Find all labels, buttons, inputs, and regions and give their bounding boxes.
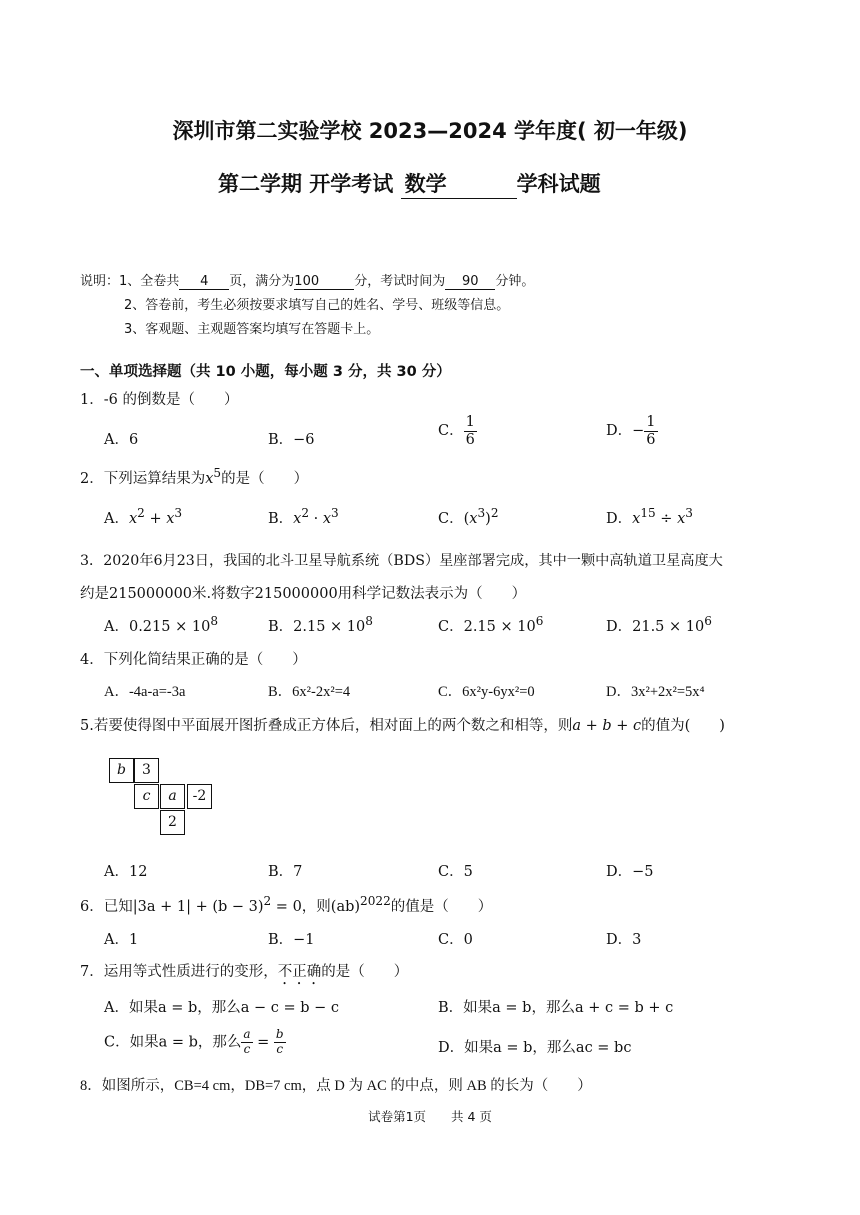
exponent: 3 <box>174 506 183 520</box>
q5-option-a: A．12 <box>104 864 148 880</box>
note-text: 分，考试时间为 <box>354 274 446 289</box>
q5-option-b: B．7 <box>268 864 303 880</box>
q2-option-a <box>104 506 182 528</box>
expression: a + b + c <box>572 718 642 734</box>
variable: x <box>128 510 138 527</box>
section-heading: 一、单项选择题（共 10 小题，每小题 3 分，共 30 分） <box>80 364 451 380</box>
q4-option-b: B．6x²-2x²=4 <box>268 684 351 700</box>
stem-text: 的是（ ） <box>221 470 309 487</box>
numerator: 1 <box>646 414 656 430</box>
denominator: c <box>276 1041 284 1056</box>
q1-option-a: A．6 <box>104 432 139 448</box>
q4-stem: 4．下列化简结果正确的是（ ） <box>80 652 307 668</box>
q1-stem: 1．-6 的倒数是（ ） <box>80 392 239 408</box>
note-line-1 <box>80 270 534 290</box>
variable: x <box>677 510 686 527</box>
q6-stem <box>80 894 492 916</box>
option-label: A． <box>104 510 129 527</box>
q2-option-c: C．$(x^3)^2$ <box>438 506 499 527</box>
variable: x <box>293 510 302 527</box>
stem-text: 的是（ ） <box>321 964 409 980</box>
q2-stem <box>80 466 308 488</box>
operator: + <box>144 510 167 527</box>
pages-blank: 4 <box>179 274 229 290</box>
stem-text: 的值是（ ） <box>390 898 493 915</box>
exponent: 2 <box>490 506 499 520</box>
variable: x <box>469 510 478 527</box>
fraction <box>644 414 657 448</box>
q2-option-b <box>268 506 339 528</box>
option-text: D．21.5 × 10 <box>606 618 705 635</box>
variable: x <box>632 510 641 527</box>
q5-option-c: C．5 <box>438 864 473 880</box>
q5-stem <box>80 714 725 735</box>
net-cell: 3 <box>134 758 159 783</box>
q4-option-a: A．-4a-a=-3a <box>104 684 186 700</box>
q5-option-d: D．−5 <box>606 864 654 880</box>
fraction <box>241 1028 252 1057</box>
exponent: 15 <box>640 506 656 520</box>
note-text: 页，满分为 <box>229 274 295 289</box>
q3-option-d <box>606 614 712 636</box>
operator: · <box>309 510 323 527</box>
q7-stem <box>80 960 408 988</box>
q3-option-c <box>438 614 543 636</box>
q3-option-b <box>268 614 373 636</box>
q3-stem-line2: 约是215000000米.将数字215000000用科学记数法表示为（ ） <box>80 586 527 602</box>
exponent: 8 <box>210 614 218 628</box>
note-text: 说明：1、全卷共 <box>80 274 180 289</box>
numerator: 1 <box>465 414 475 430</box>
score-blank: 100 <box>294 274 354 290</box>
time-blank: 90 <box>445 274 495 290</box>
exponent: 3 <box>477 506 486 520</box>
net-cell: 2 <box>160 810 185 835</box>
fraction <box>464 414 477 448</box>
denominator: 6 <box>646 431 656 448</box>
q7-option-b: B．如果a = b，那么a + c = b + c <box>438 1000 674 1016</box>
exponent: 2022 <box>360 894 391 908</box>
denominator: c <box>243 1041 251 1056</box>
q2-option-d <box>606 506 693 528</box>
fraction <box>274 1028 286 1057</box>
exponent: 5 <box>213 466 222 480</box>
q1-option-b: B．−6 <box>268 432 315 448</box>
variable: x <box>166 510 175 527</box>
subtitle-suffix: 学科试题 <box>516 172 601 196</box>
q3-option-a <box>104 614 218 636</box>
net-cell: a <box>160 784 185 809</box>
q8-stem: 8．如图所示，CB=4 cm，DB=7 cm，点 D 为 AC 的中点，则 AB 的长为（ ） <box>80 1078 592 1094</box>
numerator: b <box>275 1027 284 1041</box>
option-label: C． <box>438 510 464 527</box>
exponent: 2 <box>301 506 310 520</box>
variable: x <box>322 510 332 527</box>
stem-text: 5.若要使得图中平面展开图折叠成正方体后，相对面上的两个数之和相等，则 <box>80 718 573 734</box>
q7-option-a: A．如果a = b，那么a − c = b − c <box>104 1000 340 1016</box>
q6-option-c: C．0 <box>438 932 473 948</box>
net-cell: c <box>134 784 159 809</box>
page-footer: 试卷第1页 共 4 页 <box>368 1109 492 1124</box>
variable: x <box>205 470 214 487</box>
exponent: 3 <box>331 506 339 520</box>
exponent: 6 <box>704 614 712 628</box>
stem-text: = 0，则(ab) <box>271 898 361 915</box>
exponent: 8 <box>365 614 373 628</box>
q4-option-c: C．6x²y-6yx²=0 <box>438 684 535 700</box>
option-label: D． <box>606 510 633 527</box>
option-label: D．− <box>606 423 645 440</box>
net-cell: b <box>109 758 134 783</box>
option-text: A．0.215 × 10 <box>104 618 211 635</box>
q3-stem-line1: 3．2020年6月23日，我国的北斗卫星导航系统（BDS）星座部署完成，其中一颗中高轨道卫星高度大 <box>80 553 723 569</box>
exponent: 6 <box>535 614 544 628</box>
exam-subtitle <box>218 168 601 199</box>
note-text: 分钟。 <box>495 274 535 289</box>
operator: ÷ <box>655 510 678 527</box>
exam-title: 深圳市第二实验学校 2023—2024 学年度( 初一年级) <box>172 119 688 143</box>
option-text: C．2.15 × 10 <box>438 618 536 635</box>
q7-option-c <box>104 1028 286 1057</box>
option-text: B．2.15 × 10 <box>268 618 366 635</box>
q1-option-c <box>438 414 477 448</box>
subject-blank: 数学 <box>401 168 517 199</box>
exponent: 2 <box>137 506 145 520</box>
stem-text: 2．下列运算结果为 <box>80 470 206 487</box>
q7-option-d: D．如果a = b，那么ac = bc <box>438 1040 632 1056</box>
q6-option-b: B．−1 <box>268 932 315 948</box>
q6-option-d: D．3 <box>606 932 642 948</box>
note-line-2: 2、答卷前，考生必须按要求填写自己的姓名、学号、班级等信息。 <box>124 298 510 313</box>
q4-option-d: D．3x²+2x²=5x⁴ <box>606 684 705 700</box>
q6-option-a: A．1 <box>104 932 139 948</box>
note-line-3: 3、客观题、主观题答案均填写在答题卡上。 <box>124 322 380 337</box>
denominator: 6 <box>465 431 475 448</box>
option-label: C． <box>438 423 464 440</box>
exponent: 2 <box>263 894 272 908</box>
operator: = <box>252 1034 274 1051</box>
numerator: a <box>243 1027 251 1041</box>
stem-text: 7．运用等式性质进行的变形， <box>80 964 278 980</box>
emphasis-text: 不正确 <box>277 964 322 980</box>
subtitle-prefix: 第二学期 开学考试 <box>218 172 401 196</box>
option-text: C．如果a = b，那么 <box>104 1034 242 1051</box>
exponent: 3 <box>685 506 693 520</box>
option-label: B． <box>268 510 294 527</box>
stem-text: 6．已知|3a + 1| + (b − 3) <box>80 898 264 915</box>
net-cell: -2 <box>187 784 212 809</box>
q1-option-d <box>606 414 658 448</box>
stem-text: 的值为( ) <box>641 718 725 734</box>
